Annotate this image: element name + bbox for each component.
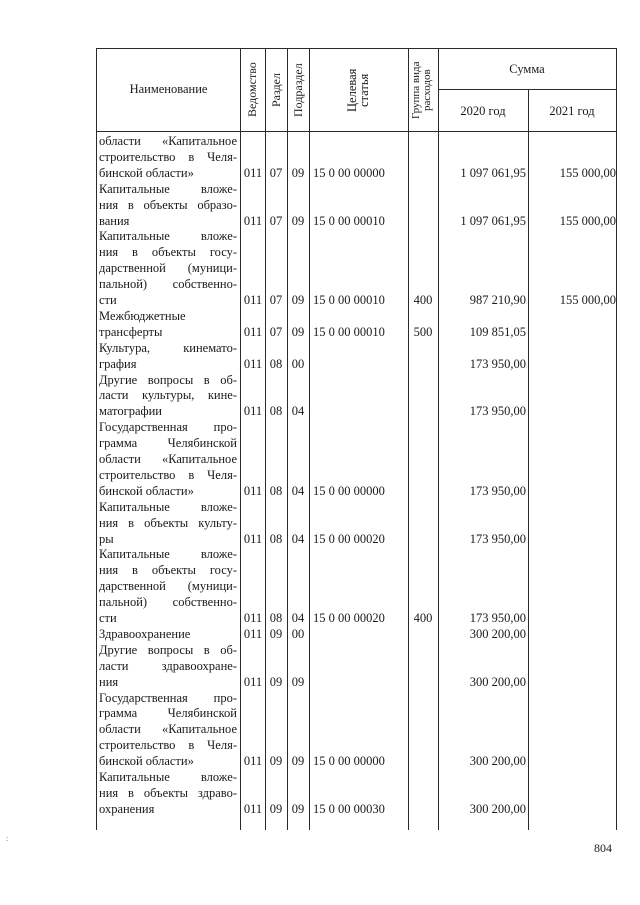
- row-sum-2020: 173 950,00: [469, 356, 526, 371]
- row-razdel: 07: [269, 293, 283, 307]
- row-gruppa: 500: [413, 324, 433, 339]
- row-podrazdel: 09: [291, 324, 305, 339]
- row-vedomstvo: 011: [243, 483, 263, 498]
- row-sum-2020: 300 200,00: [469, 754, 526, 769]
- row-tselevaya-statya: 15 0 00 00000: [313, 754, 385, 769]
- row-sum-2020: 173 950,00: [469, 531, 526, 546]
- row-name-line: вания: [99, 213, 130, 228]
- row-name: [99, 691, 237, 771]
- row-tselevaya-statya: 15 0 00 00020: [313, 611, 385, 625]
- row-name-line: Межбюджетные: [99, 308, 186, 323]
- row-sum-2020: 173 950,00: [469, 483, 526, 498]
- col-line-s2: [528, 90, 529, 830]
- row-vedomstvo: 011: [243, 165, 263, 180]
- row-razdel: 08: [269, 404, 283, 419]
- row-razdel: 09: [269, 626, 283, 641]
- page-number: 804: [594, 841, 612, 855]
- row-tselevaya-statya: 15 0 00 00000: [313, 165, 385, 180]
- row-podrazdel: 00: [291, 626, 305, 641]
- row-vedomstvo: 011: [243, 324, 263, 339]
- row-name: [99, 182, 237, 230]
- row-name-line: Государственная про-: [99, 420, 237, 435]
- header-vedomstvo: Ведомство: [245, 62, 259, 118]
- col-line-cs: [309, 48, 310, 830]
- row-name-line: строительство в Челя-: [99, 738, 237, 753]
- row-name: [99, 341, 237, 373]
- row-name-line: охранения: [99, 801, 155, 816]
- row-vedomstvo: 011: [243, 674, 263, 689]
- row-name-line: Другие вопросы в об-: [99, 372, 237, 387]
- row-sum-2021: 155 000,00: [559, 165, 616, 180]
- row-name-line: дарственной (муници-: [99, 261, 237, 276]
- row-podrazdel: 09: [291, 754, 305, 769]
- row-name-line: ния: [99, 674, 119, 689]
- row-name-line: Капитальные вложе-: [99, 499, 237, 514]
- row-name-line: ния в объекты госу-: [99, 563, 237, 578]
- row-name: [99, 134, 237, 182]
- row-name-line: Капитальные вложе-: [99, 181, 237, 196]
- row-sum-2020: 1 097 061,95: [460, 165, 526, 180]
- row-podrazdel: 04: [291, 611, 305, 625]
- row-razdel: 08: [269, 531, 283, 546]
- row-name-line: Культура, кинемато-: [99, 340, 237, 355]
- row-name: [99, 627, 237, 643]
- row-name-line: ния в объекты образо-: [99, 197, 237, 212]
- row-name-line: ния в объекты здраво-: [99, 785, 237, 800]
- row-sum-2020: 109 851,05: [469, 324, 526, 339]
- table-top-border: [96, 48, 616, 49]
- row-sum-2020: 173 950,00: [469, 404, 526, 419]
- row-vedomstvo: 011: [243, 356, 263, 371]
- row-tselevaya-statya: 15 0 00 00030: [313, 801, 385, 816]
- row-name-line: бинской области»: [99, 165, 194, 180]
- row-razdel: 08: [269, 611, 283, 625]
- row-name-line: сти: [99, 293, 117, 308]
- col-line-s1: [438, 48, 439, 830]
- row-name-line: ры: [99, 531, 114, 546]
- row-sum-2020: 300 200,00: [469, 801, 526, 816]
- row-name-line: графия: [99, 356, 137, 371]
- row-podrazdel: 00: [291, 356, 305, 371]
- row-name: [99, 500, 237, 548]
- row-name-line: области «Капитальное: [99, 722, 237, 737]
- row-sum-2021: 155 000,00: [559, 213, 616, 228]
- row-name-line: бинской области»: [99, 483, 194, 498]
- row-name-line: грамма Челябинской: [99, 706, 237, 721]
- row-sum-2021: 155 000,00: [559, 293, 616, 307]
- row-name-line: ласти культуры, кине-: [99, 388, 237, 403]
- row-vedomstvo: 011: [243, 626, 263, 641]
- header-razdel: Раздел: [269, 73, 283, 107]
- row-vedomstvo: 011: [243, 611, 263, 625]
- row-name-line: дарственной (муници-: [99, 579, 237, 594]
- row-razdel: 08: [269, 483, 283, 498]
- row-name-line: строительство в Челя-: [99, 149, 237, 164]
- row-name-line: области «Капитальное: [99, 452, 237, 466]
- row-name: [99, 229, 237, 309]
- row-name-line: грамма Челябинской: [99, 436, 237, 451]
- row-podrazdel: 04: [291, 483, 305, 498]
- header-year-2021: 2021 год: [549, 104, 595, 118]
- row-name-line: ния в объекты госу-: [99, 245, 237, 260]
- row-name-line: трансферты: [99, 324, 163, 339]
- row-name-line: пальной) собственно-: [99, 595, 237, 610]
- row-name-line: пальной) собственно-: [99, 277, 237, 292]
- header-bottom-border: [96, 131, 616, 132]
- row-vedomstvo: 011: [243, 213, 263, 228]
- col-line-right: [616, 48, 617, 830]
- row-razdel: 07: [269, 324, 283, 339]
- row-name-line: Другие вопросы в об-: [99, 642, 237, 657]
- row-sum-2020: 987 210,90: [469, 293, 526, 307]
- row-podrazdel: 04: [291, 404, 305, 419]
- row-vedomstvo: 011: [243, 404, 263, 419]
- row-name-line: бинской области»: [99, 754, 194, 769]
- row-name-line: Капитальные вложе-: [99, 229, 237, 244]
- row-name-line: Капитальные вложе-: [99, 547, 237, 562]
- row-tselevaya-statya: 15 0 00 00010: [313, 213, 385, 228]
- row-name: [99, 373, 237, 421]
- row-podrazdel: 09: [291, 674, 305, 689]
- row-vedomstvo: 011: [243, 531, 263, 546]
- row-vedomstvo: 011: [243, 293, 263, 307]
- row-podrazdel: 04: [291, 531, 305, 546]
- row-razdel: 09: [269, 801, 283, 816]
- row-razdel: 07: [269, 213, 283, 228]
- row-name-line: сти: [99, 611, 117, 626]
- row-name-line: области «Капитальное: [99, 134, 237, 148]
- row-name-line: Капитальные вложе-: [99, 770, 237, 784]
- row-tselevaya-statya: 15 0 00 00010: [313, 293, 385, 307]
- row-name: [99, 547, 237, 627]
- margin-mark: :: [6, 834, 9, 843]
- row-name: [99, 309, 237, 341]
- row-sum-2020: 300 200,00: [469, 674, 526, 689]
- header-year-2020: 2020 год: [460, 104, 506, 118]
- row-razdel: 08: [269, 356, 283, 371]
- row-vedomstvo: 011: [243, 754, 263, 769]
- row-name-line: ния в объекты культу-: [99, 515, 237, 530]
- row-tselevaya-statya: 15 0 00 00020: [313, 531, 385, 546]
- header-summa: Сумма: [509, 62, 545, 76]
- row-name: [99, 643, 237, 691]
- row-gruppa: 400: [413, 611, 433, 625]
- row-name-line: Государственная про-: [99, 690, 237, 705]
- col-line-left: [96, 48, 97, 830]
- row-podrazdel: 09: [291, 213, 305, 228]
- row-name-line: матографии: [99, 404, 163, 419]
- row-name-line: строительство в Челя-: [99, 467, 237, 482]
- col-line-ved: [240, 48, 241, 830]
- col-line-vr: [408, 48, 409, 830]
- row-name-line: ласти здравоохране-: [99, 658, 237, 673]
- row-razdel: 09: [269, 754, 283, 769]
- row-sum-2020: 300 200,00: [469, 626, 526, 641]
- row-podrazdel: 09: [291, 801, 305, 816]
- row-sum-2020: 173 950,00: [469, 611, 526, 625]
- header-tselevaya: Целевая статья: [345, 68, 371, 112]
- row-razdel: 09: [269, 674, 283, 689]
- row-name-line: Здравоохранение: [99, 626, 191, 641]
- row-gruppa: 400: [413, 293, 433, 307]
- row-vedomstvo: 011: [243, 801, 263, 816]
- row-podrazdel: 09: [291, 165, 305, 180]
- row-podrazdel: 09: [291, 293, 305, 307]
- row-tselevaya-statya: 15 0 00 00010: [313, 324, 385, 339]
- row-razdel: 07: [269, 165, 283, 180]
- summa-divider: [438, 89, 616, 90]
- row-name: [99, 770, 237, 818]
- row-sum-2020: 1 097 061,95: [460, 213, 526, 228]
- row-name: [99, 420, 237, 500]
- header-name: Наименование: [129, 82, 208, 96]
- row-tselevaya-statya: 15 0 00 00000: [313, 483, 385, 498]
- header-gruppa: Группа вида расходов: [410, 61, 433, 119]
- header-podrazdel: Подраздел: [291, 63, 305, 117]
